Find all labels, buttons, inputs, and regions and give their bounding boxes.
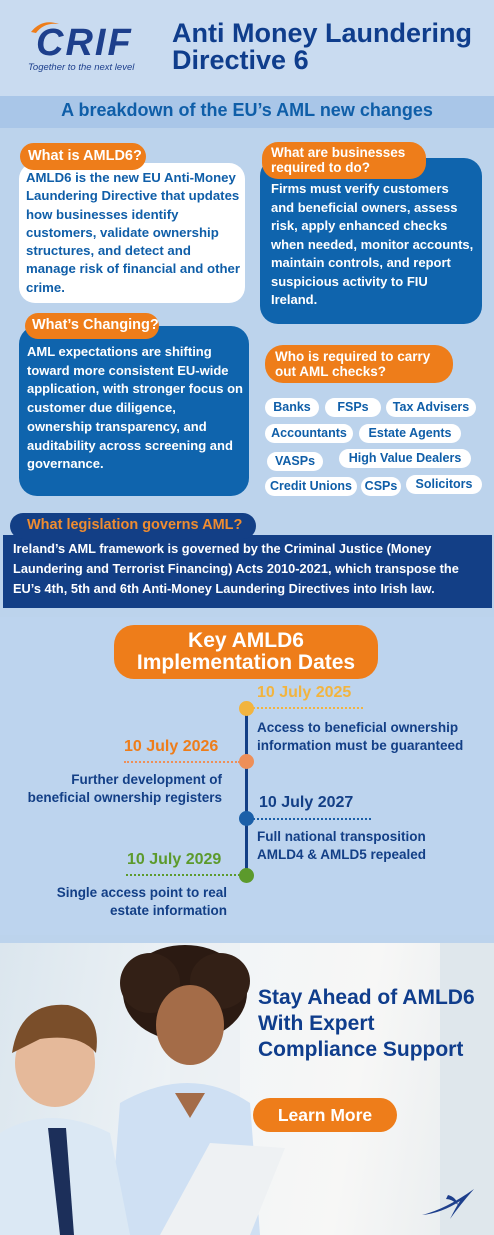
whats-changing-label: What’s Changing? [25,313,159,339]
timeline-connector [126,874,240,876]
entity-tag: VASPs [267,452,323,471]
whats-changing-text: AML expectations are shifting toward more consistent EU-wide application, with stronger focus on customer due diligence, ownership transparency, and auditability across screening and governance. [27,344,243,472]
who-required-label: Who is required to carry out AML checks? [265,345,453,383]
whats-changing-card [19,326,249,496]
what-is-amld6-card [19,163,245,303]
entity-tag: Credit Unions [265,477,357,496]
what-is-amld6-label: What is AMLD6? [20,143,146,170]
timeline-date: 10 July 2025 [257,684,352,701]
promo-title: Stay Ahead of AMLD6 With Expert Compliance Support [258,986,475,1061]
business-requirements-card [260,158,482,324]
entity-tag: FSPs [325,398,381,417]
entity-tag: High Value Dealers [339,449,471,468]
timeline-title: Key AMLD6 Implementation Dates [114,625,378,679]
logo-tagline: Together to the next level [28,62,135,73]
logo-text: CRIF [36,22,133,64]
legislation-text: Ireland’s AML framework is governed by the Criminal Justice (Money Laundering and Terrorist Financing) Acts 2010-2021, which transpose the EU’s 4th, 5th and 6th Anti-Money Laundering Directives into Irish law. [13,541,459,596]
page-title: Anti Money Laundering Directive 6 [172,18,472,75]
page-subtitle: A breakdown of the EU’s AML new changes [61,100,433,120]
crif-logo[interactable] [26,18,156,78]
business-requirements-text: Firms must verify customers and beneficial owners, assess risk, apply enhanced checks when needed, monitor accounts, maintain controls, and report suspicious activity to FIU Ireland. [271,181,474,307]
timeline-line [245,706,248,882]
timeline-date: 10 July 2029 [127,851,222,868]
timeline-date: 10 July 2026 [124,738,219,755]
legislation-card [3,535,492,608]
timeline-dot [239,811,254,826]
timeline-description: Further development of beneficial ownership registers [27,772,222,805]
entity-tag: Tax Advisers [386,398,476,417]
entity-tag: Accountants [265,424,353,443]
timeline-description: Single access point to real estate information [56,885,227,918]
timeline-dot [239,701,254,716]
timeline-dot [239,754,254,769]
entity-tag: CSPs [361,477,401,496]
timeline-date: 10 July 2027 [259,794,354,811]
timeline-connector [253,707,363,709]
timeline-connector [124,761,240,763]
entity-tag: Solicitors [406,475,482,494]
entity-tag: Estate Agents [359,424,461,443]
entity-tag: Banks [265,398,319,417]
timeline-description: Access to beneficial ownership information must be guaranteed [257,720,464,753]
timeline-dot [239,868,254,883]
learn-more-button[interactable]: Learn More [253,1098,397,1132]
what-is-amld6-text: AMLD6 is the new EU Anti-Money Laundering Directive that updates how businesses identify customers, validate ownership structures, and detect and manage risk of financial and other crime. [26,170,240,295]
legislation-label: What legislation governs AML? [10,513,256,539]
business-requirements-label: What are businesses required to do? [262,142,426,179]
timeline-connector [253,818,371,820]
timeline-description: Full national transposition AMLD4 & AMLD5 repealed [257,829,427,862]
crif-symbol-icon [420,1185,476,1223]
